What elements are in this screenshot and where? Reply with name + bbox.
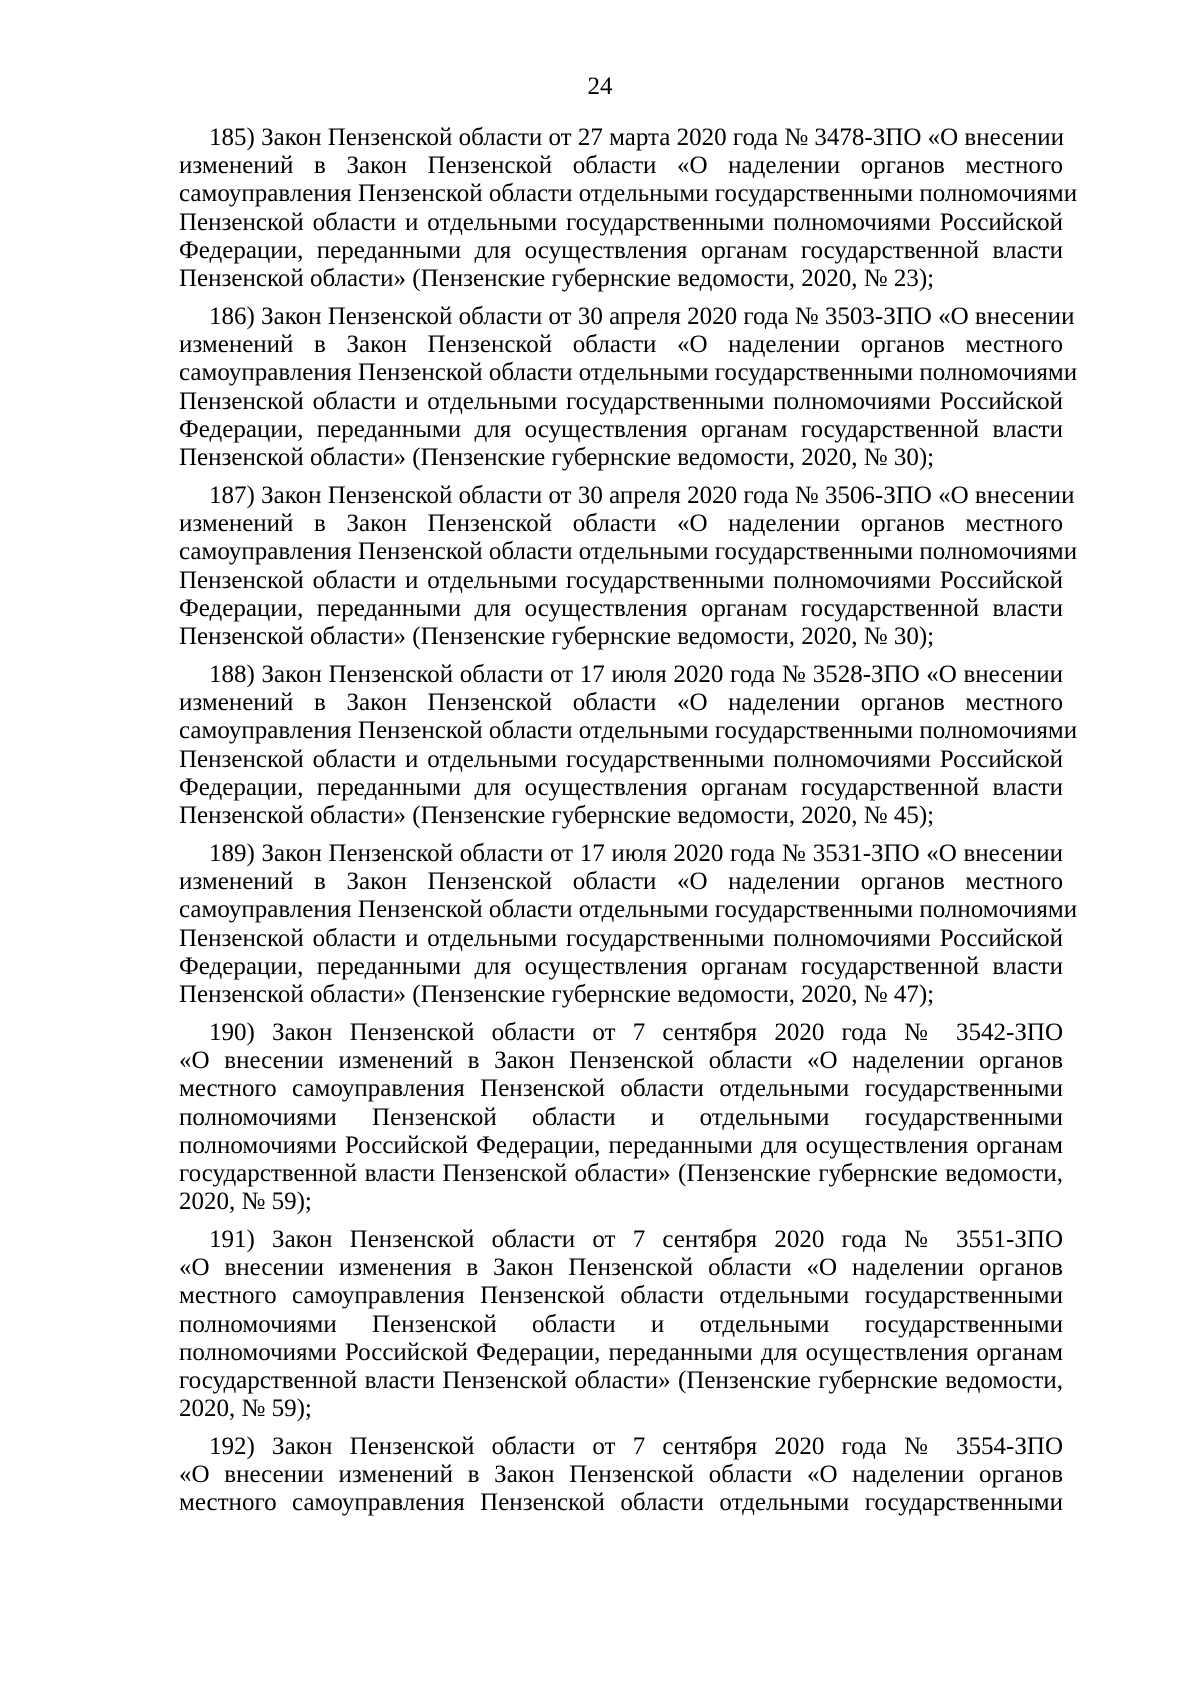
paragraph-line: Пензенской области» (Пензенские губернские ведомости, 2020, № 30);	[179, 623, 935, 650]
page-number: 24	[587, 73, 613, 100]
paragraph-line: государственной власти Пензенской области» (Пензенские губернские ведомости,	[179, 1367, 1063, 1394]
paragraph-line: 2020, № 59);	[179, 1395, 312, 1422]
paragraph-line: Пензенской области» (Пензенские губернские ведомости, 2020, № 30);	[179, 444, 935, 471]
paragraph-line: изменений в Закон Пензенской области «О наделении органов местного	[179, 510, 1063, 537]
paragraph-line: Пензенской области» (Пензенские губернские ведомости, 2020, № 47);	[179, 981, 935, 1008]
paragraph-line: местного самоуправления Пензенской области отдельными государственными	[179, 1075, 1063, 1102]
paragraph-line: «О внесении изменений в Закон Пензенской области «О наделении органов	[179, 1047, 1063, 1074]
paragraph-first-line: 189) Закон Пензенской области от 17 июля 2020 года № 3531-ЗПО «О внесении	[209, 840, 1063, 867]
paragraph-line: самоуправления Пензенской области отдельными государственными полномочиями	[179, 538, 1078, 565]
paragraph-line: Федерации, переданными для осуществления органам государственной власти	[179, 774, 1063, 801]
paragraph-first-line: 192) Закон Пензенской области от 7 сентября 2020 года № 3554-ЗПО	[209, 1433, 1063, 1460]
paragraph-line: Пензенской области и отдельными государственными полномочиями Российской	[179, 388, 1063, 415]
paragraph-line: Федерации, переданными для осуществления органам государственной власти	[179, 237, 1063, 264]
paragraph-line: Федерации, переданными для осуществления органам государственной власти	[179, 595, 1063, 622]
paragraph-line: полномочиями Пензенской области и отдельными государственными	[179, 1311, 1063, 1338]
paragraph-line: изменений в Закон Пензенской области «О наделении органов местного	[179, 152, 1063, 179]
paragraph-line: изменений в Закон Пензенской области «О наделении органов местного	[179, 868, 1063, 895]
paragraph-line: «О внесении изменений в Закон Пензенской области «О наделении органов	[179, 1461, 1063, 1488]
paragraph-first-line: 188) Закон Пензенской области от 17 июля 2020 года № 3528-ЗПО «О внесении	[209, 661, 1063, 688]
paragraph-line: изменений в Закон Пензенской области «О наделении органов местного	[179, 331, 1063, 358]
paragraph-line: местного самоуправления Пензенской области отдельными государственными	[179, 1282, 1063, 1309]
paragraph-first-line: 187) Закон Пензенской области от 30 апреля 2020 года № 3506-ЗПО «О внесении	[209, 482, 1075, 509]
paragraph-first-line: 185) Закон Пензенской области от 27 марта 2020 года № 3478-ЗПО «О внесении	[209, 124, 1064, 151]
paragraph-line: полномочиями Российской Федерации, переданными для осуществления органам	[179, 1339, 1063, 1366]
paragraph-line: полномочиями Российской Федерации, переданными для осуществления органам	[179, 1132, 1063, 1159]
paragraph-line: Пензенской области и отдельными государственными полномочиями Российской	[179, 209, 1063, 236]
paragraph-line: Пензенской области и отдельными государственными полномочиями Российской	[179, 746, 1063, 773]
paragraph-line: самоуправления Пензенской области отдельными государственными полномочиями	[179, 896, 1078, 923]
paragraph-line: «О внесении изменения в Закон Пензенской области «О наделении органов	[179, 1254, 1063, 1281]
paragraph-line: Пензенской области и отдельными государственными полномочиями Российской	[179, 567, 1063, 594]
paragraph-line: Федерации, переданными для осуществления органам государственной власти	[179, 416, 1063, 443]
paragraph-first-line: 190) Закон Пензенской области от 7 сентября 2020 года № 3542-ЗПО	[209, 1019, 1063, 1046]
paragraph-line: государственной власти Пензенской области» (Пензенские губернские ведомости,	[179, 1160, 1063, 1187]
paragraph-line: Пензенской области и отдельными государственными полномочиями Российской	[179, 925, 1063, 952]
paragraph-first-line: 186) Закон Пензенской области от 30 апреля 2020 года № 3503-ЗПО «О внесении	[209, 303, 1075, 330]
paragraph-first-line: 191) Закон Пензенской области от 7 сентября 2020 года № 3551-ЗПО	[209, 1226, 1063, 1253]
paragraph-line: самоуправления Пензенской области отдельными государственными полномочиями	[179, 359, 1078, 386]
paragraph-line: самоуправления Пензенской области отдельными государственными полномочиями	[179, 180, 1078, 207]
paragraph-line: местного самоуправления Пензенской области отдельными государственными	[179, 1489, 1063, 1516]
paragraph-line: изменений в Закон Пензенской области «О наделении органов местного	[179, 689, 1063, 716]
paragraph-line: полномочиями Пензенской области и отдельными государственными	[179, 1104, 1063, 1131]
paragraph-line: 2020, № 59);	[179, 1188, 312, 1215]
paragraph-line: Пензенской области» (Пензенские губернские ведомости, 2020, № 45);	[179, 802, 935, 829]
paragraph-line: самоуправления Пензенской области отдельными государственными полномочиями	[179, 717, 1078, 744]
paragraph-line: Пензенской области» (Пензенские губернские ведомости, 2020, № 23);	[179, 265, 935, 292]
paragraph-line: Федерации, переданными для осуществления органам государственной власти	[179, 953, 1063, 980]
